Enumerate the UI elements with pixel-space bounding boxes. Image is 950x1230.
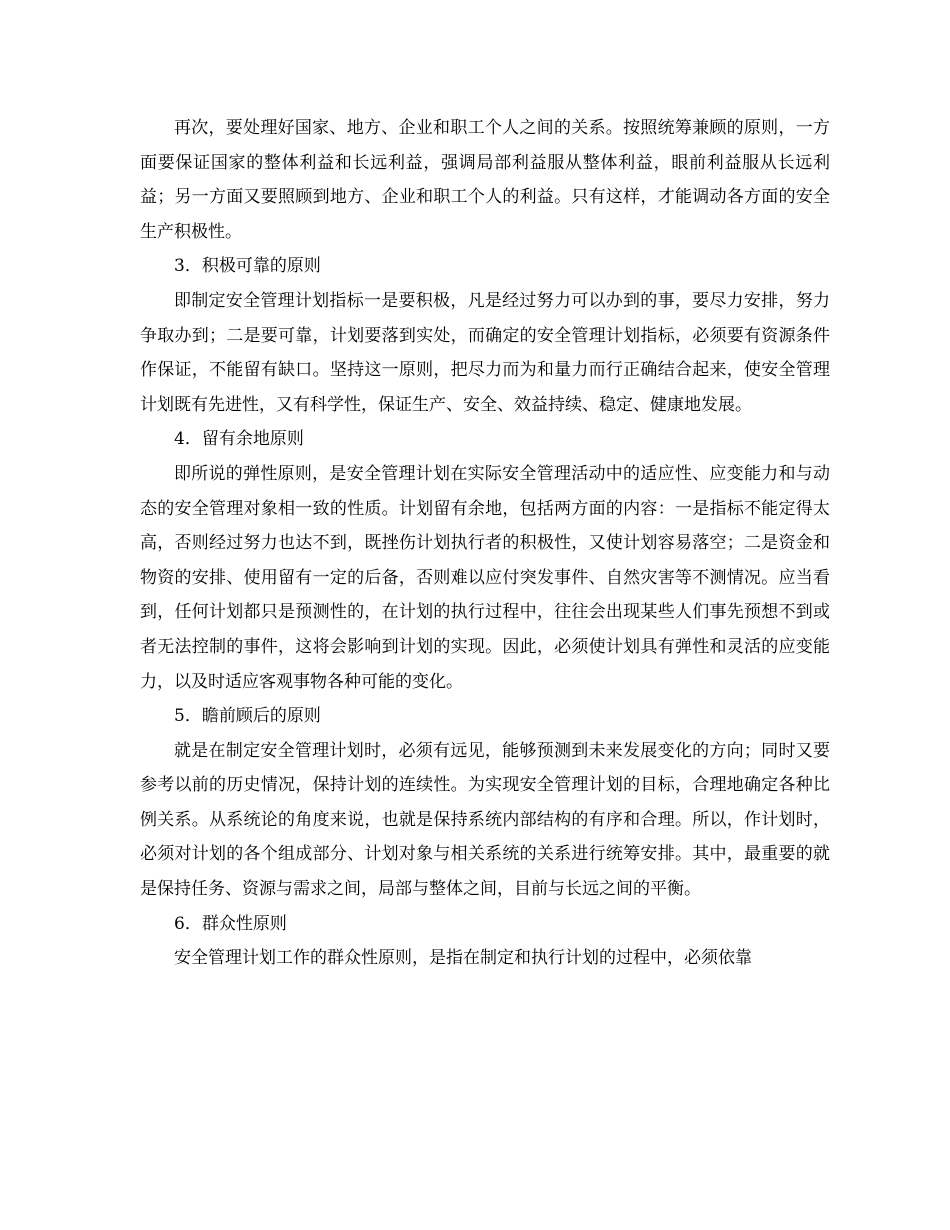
section-heading-4: 4．留有余地原则 xyxy=(174,429,304,450)
paragraph-leeway: 即所说的弹性原则，是安全管理计划在实际安全管理活动中的适应性、应变能力和与动态的安全管理对象相一致的性质。计划留有余地，包括两方面的内容：一是指标不能定得太高，否则经过努力也达不到，既挫伤计划执行者的积极性，又使计划容易落空；二是资金和物资的安排、使用留有一定的后备，否则难以应付突发事件、自然灾害等不测情况。应当看到，任何计划都只是预测性的，在计划的执行过程中，往往会出现某些人们事先预想不到或者无法控制的事件，这将会影响到计划的实现。因此，必须使计划具有弹性和灵活的应变能力，以及时适应客观事物各种可能的变化。 xyxy=(140,463,830,692)
paragraph-mass-line: 安全管理计划工作的群众性原则，是指在制定和执行计划的过程中，必须依靠 xyxy=(174,948,752,969)
section-heading-5: 5．瞻前顾后的原则 xyxy=(174,706,321,727)
paragraph-positive-reliable: 即制定安全管理计划指标一是要积极，凡是经过努力可以办到的事，要尽力安排，努力争取办到；二是要可靠，计划要落到实处，而确定的安全管理计划指标，必须要有资源条件作保证，不能留有缺口。坚持这一原则，把尽力而为和量力而行正确结合起来，使安全管理计划既有先进性，又有科学性，保证生产、安全、效益持续、稳定、健康地发展。 xyxy=(140,290,830,415)
section-heading-6: 6．群众性原则 xyxy=(174,913,287,934)
document-body xyxy=(140,111,830,976)
section-heading-3: 3．积极可靠的原则 xyxy=(174,256,321,277)
paragraph-foresight: 就是在制定安全管理计划时，必须有远见，能够预测到未来发展变化的方向；同时又要参考以前的历史情况，保持计划的连续性。为实现安全管理计划的目标，合理地确定各种比例关系。从系统论的角度来说，也就是保持系统内部结构的有序和合理。所以，作计划时，必须对计划的各个组成部分、计划对象与相关系统的关系进行统筹安排。其中，最重要的就是保持任务、资源与需求之间，局部与整体之间，目前与长远之间的平衡。 xyxy=(140,740,830,900)
paragraph-overall-interests: 再次，要处理好国家、地方、企业和职工个人之间的关系。按照统筹兼顾的原则，一方面要保证国家的整体利益和长远利益，强调局部利益服从整体利益，眼前利益服从长远利益；另一方面又要照顾到地方、企业和职工个人的利益。只有这样，才能调动各方面的安全生产积极性。 xyxy=(140,118,830,242)
